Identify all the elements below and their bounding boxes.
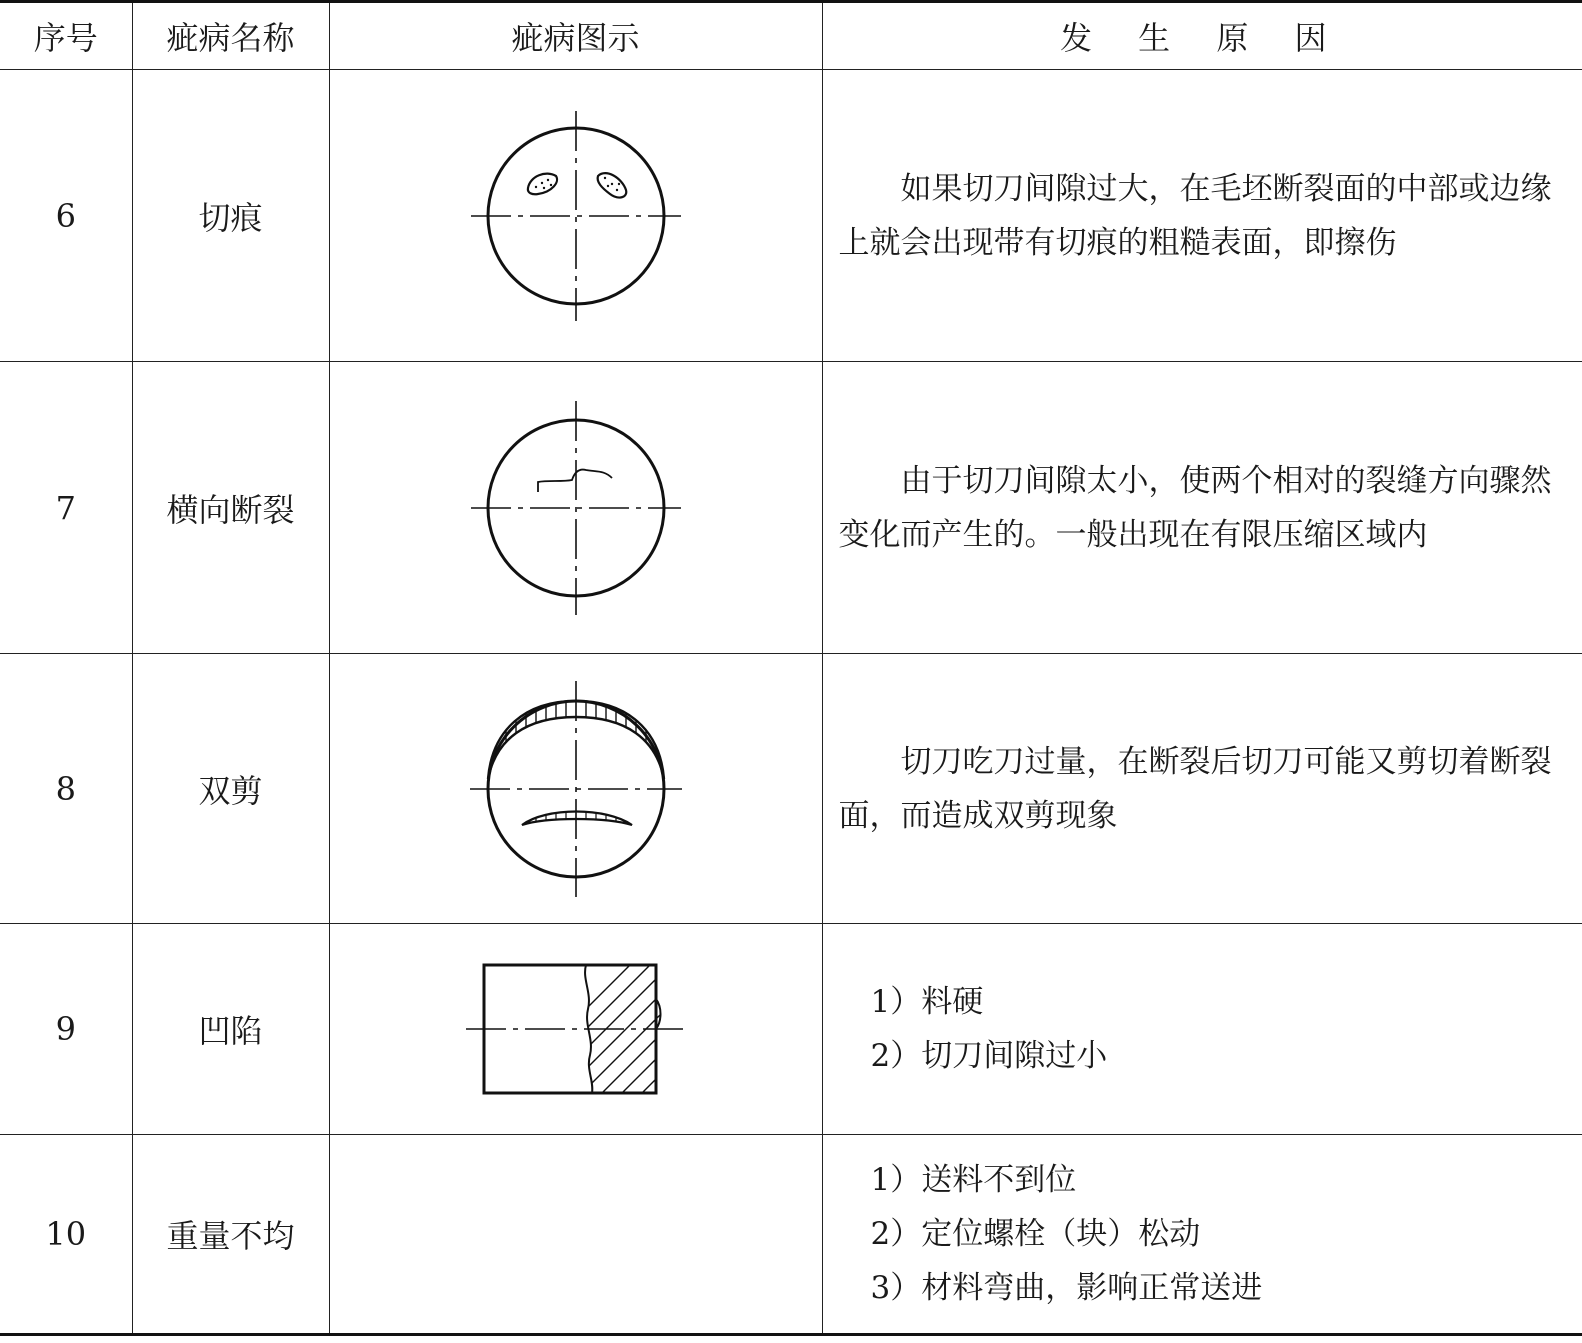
table-row [0,362,1582,654]
list-item: 1）料硬 [870,984,984,1020]
list-item: 3）材料弯曲，影响正常送进 [870,1270,1263,1306]
list-item: 2）切刀间隙过小 [870,1038,1108,1074]
row-name: 凹陷 [132,924,329,1135]
row-name: 双剪 [132,654,329,924]
row-name: 重量不均 [132,1135,329,1335]
table-row [0,654,1582,924]
table-row [0,1135,1582,1335]
row-figure [329,924,822,1135]
row-figure [329,70,822,362]
row-cause [822,1135,1582,1335]
circle-with-two-cut-marks-icon [466,106,686,326]
list-item: 2）定位螺栓（块）松动 [870,1216,1201,1252]
row-name: 切痕 [132,70,329,362]
table-row [0,70,1582,362]
row-cause [822,654,1582,924]
row-index: 8 [0,654,132,924]
row-index: 7 [0,362,132,654]
header-row [0,2,1582,70]
row-index: 6 [0,70,132,362]
circle-with-double-shear-bands-icon [466,679,686,899]
cause-text: 切刀吃刀过量，在断裂后切刀可能又剪切着断裂面，而造成双剪现象 [838,743,1552,834]
header-name: 疵病名称 [132,2,329,70]
row-figure [329,362,822,654]
circle-with-transverse-crack-icon [466,398,686,618]
cause-text: 如果切刀间隙过大，在毛坯断裂面的中部或边缘上就会出现带有切痕的粗糙表面，即擦伤 [838,170,1552,261]
header-index: 序号 [0,2,132,70]
row-cause [822,70,1582,362]
row-figure-empty [329,1135,822,1335]
header-figure: 疵病图示 [329,2,822,70]
row-index: 9 [0,924,132,1135]
row-cause [822,924,1582,1135]
row-figure [329,654,822,924]
list-item: 1）送料不到位 [870,1162,1077,1198]
table-row [0,924,1582,1135]
cause-list [839,975,1569,1083]
cause-text: 由于切刀间隙太小，使两个相对的裂缝方向骤然变化而产生的。一般出现在有限压缩区域内 [838,462,1552,553]
row-cause [822,362,1582,654]
row-index: 10 [0,1135,132,1335]
bar-section-with-concave-end-icon [466,959,686,1099]
header-cause: 发 生 原 因 [822,2,1582,70]
cause-list [839,1153,1569,1315]
row-name: 横向断裂 [132,362,329,654]
